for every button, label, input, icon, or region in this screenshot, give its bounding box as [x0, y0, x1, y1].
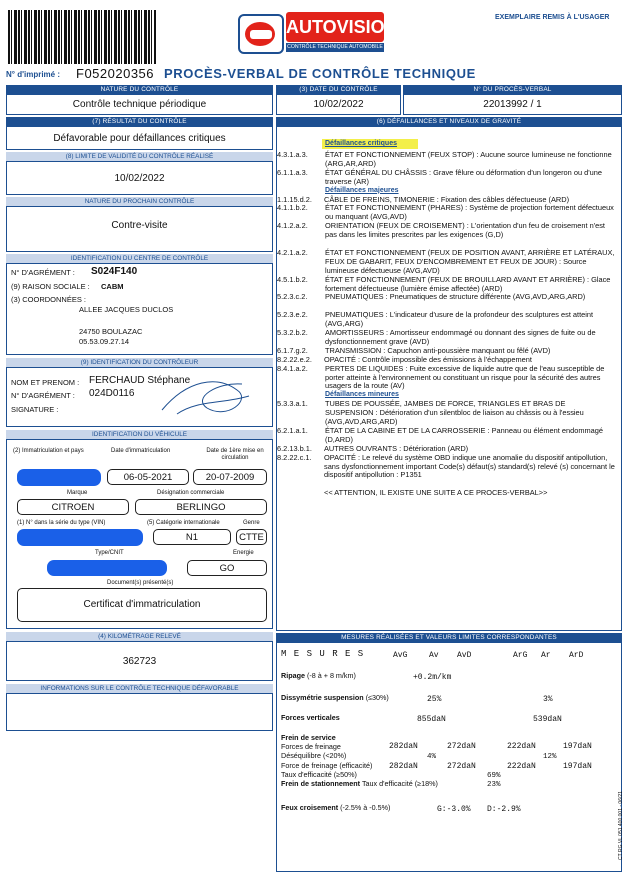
plate-redaction	[17, 469, 101, 486]
desequilibre-label: Déséquilibre (<20%)	[281, 751, 347, 760]
barcode	[8, 10, 156, 64]
next-value: Contre-visite	[111, 220, 168, 231]
dissymetrie-av: 25%	[427, 695, 442, 704]
print-number: F052020356	[76, 66, 155, 81]
km-value: 362723	[122, 656, 157, 667]
forces-verticales-av: 855daN	[417, 715, 446, 724]
type-label: Type/CNIT	[95, 550, 124, 556]
defect-code: 5.3.2.b.2.	[277, 328, 308, 337]
major-header: Défaillances majeures	[325, 186, 399, 194]
col-arg: ArG	[513, 651, 528, 660]
categorie-value: N1	[153, 529, 231, 545]
measures-title: M E S U R E S	[281, 649, 365, 659]
controller-name-label: NOM ET PRENOM :	[11, 378, 80, 387]
defect-text: ÉTAT GÉNÉRAL DU CHÂSSIS : Grave fêlure ou déformation d'un longeron ou d'une traverse (AR)	[325, 167, 602, 186]
frein-service-label: Frein de service	[281, 733, 336, 742]
defect-text: TRANSMISSION : Capuchon anti-poussière manquant ou fêlé (AVD)	[325, 345, 551, 355]
defect-code: 1.1.15.d.2.	[277, 194, 312, 204]
defect-text: CÂBLE DE FREINS, TIMONERIE : Fixation des câbles défectueuse (ARD)	[324, 194, 570, 204]
fe-arg: 222daN	[507, 762, 536, 771]
col-av: Av	[429, 651, 439, 660]
defect-text: PNEUMATIQUES : Pneumatiques de structure différente (AVG,AVD,ARG,ARD)	[325, 292, 586, 302]
copy-label: EXEMPLAIRE REMIS À L'USAGER	[495, 14, 610, 21]
next-band: NATURE DU PROCHAIN CONTRÔLE	[6, 197, 273, 206]
raison-sociale-label: (9) RAISON SOCIALE :	[11, 282, 90, 291]
signature-label: SIGNATURE :	[11, 405, 59, 414]
agrement-value: S024F140	[91, 266, 138, 277]
defect-code: 6.2.1.a.1.	[277, 425, 308, 435]
nature-value: Contrôle technique périodique	[72, 99, 207, 110]
date-mec-label: Date de 1ère mise en circulation	[206, 448, 264, 461]
feux-croisement-d: D:-2.9%	[487, 805, 521, 814]
defect-code: 4.5.1.b.2.	[277, 274, 308, 284]
ripage-value: +0.2m/km	[413, 673, 452, 682]
designation-value: BERLINGO	[135, 499, 267, 515]
col-ar: Ar	[541, 651, 551, 660]
designation-label: Désignation commerciale	[157, 490, 225, 496]
defect-text: ÉTAT ET FONCTIONNEMENT (PHARES) : Système de projection fortement défectueux ou manquant (AVG,AVD)	[325, 203, 614, 222]
signature-scribble	[157, 370, 257, 422]
force-efficacite-label: Force de freinage (efficacité)	[281, 761, 373, 770]
km-box	[6, 641, 273, 681]
defect-code: 6.1.7.g.2.	[277, 345, 308, 355]
defect-text: ÉTAT DE LA CABINE ET DE LA CARROSSERIE : Panneau ou élément endommagé (D,ARD)	[325, 425, 603, 444]
date-immat-value: 06-05-2021	[107, 469, 189, 485]
measures-band: MESURES RÉALISÉES ET VALEURS LIMITES CORRESPONDANTES	[276, 633, 622, 642]
center-band: IDENTIFICATION DU CENTRE DE CONTRÔLE	[6, 254, 273, 263]
critical-header: Défaillances critiques	[325, 140, 397, 147]
pv-band: N° DU PROCÈS-VERBAL	[403, 85, 622, 94]
controller-box	[6, 367, 273, 427]
frein-stationnement-label: Frein de stationnement Taux d'efficacité (≥18%)	[281, 779, 438, 788]
date-mec-value: 20-07-2009	[193, 469, 267, 485]
defect-code: 4.3.1.a.3.	[277, 150, 308, 159]
defect-text: ORIENTATION (FEUX DE CROISEMENT) : L'orientation d'un feu de croisement n'est pas dans les limites prescrites par les exigences (G,D)	[325, 221, 605, 240]
defect-text: PERTES DE LIQUIDES : Fuite excessive de liquide autre que de l'eau susceptible de porter atteinte à l'environnement ou constituant un risque pour la sécurité des autres usagers de la route (AV)	[325, 363, 605, 391]
controller-name: FERCHAUD Stéphane	[89, 375, 191, 386]
defect-code: 4.2.1.a.2.	[277, 247, 308, 257]
categorie-label: (5) Catégorie internationale	[147, 520, 220, 526]
info-band: INFORMATIONS SUR LE CONTRÔLE TECHNIQUE DÉFAVORABLE	[6, 684, 273, 693]
controller-band: (9) IDENTIFICATION DU CONTRÔLEUR	[6, 358, 273, 367]
desequilibre-av: 4%	[427, 753, 437, 761]
date-immat-label: Date d'immatriculation	[111, 448, 171, 454]
defect-code: 5.2.3.e.2.	[277, 310, 308, 320]
documents-box	[17, 588, 267, 622]
fe-ard: 197daN	[563, 762, 592, 771]
fe-avg: 282daN	[389, 762, 418, 771]
validity-value: 10/02/2022	[114, 173, 165, 184]
pv-box	[403, 94, 622, 115]
dissymetrie-ar: 3%	[543, 695, 553, 704]
defect-code: 8.2.22.c.1.	[277, 452, 312, 462]
center-box	[6, 263, 273, 355]
result-box	[6, 126, 273, 150]
validity-box	[6, 161, 273, 195]
info-box	[6, 693, 273, 731]
controller-agrement-label: N° D'AGRÉMENT :	[11, 391, 75, 400]
energie-value: GO	[187, 560, 267, 576]
ff-avd: 272daN	[447, 742, 476, 751]
date-box	[276, 94, 401, 115]
print-number-label: N° d'imprimé :	[6, 70, 60, 79]
genre-value: CTTE	[236, 529, 267, 545]
defect-text: AMORTISSEURS : Amortisseur endommagé ou donnant des signes de fuite ou de dysfonctionnement grave (AVD)	[325, 328, 596, 346]
defect-code: 4.1.2.a.2.	[277, 221, 308, 231]
autovision-logo	[238, 10, 398, 56]
document-title: PROCÈS-VERBAL DE CONTRÔLE TECHNIQUE	[164, 66, 476, 81]
address-line-2: 24750 BOULAZAC	[79, 327, 143, 336]
nature-box	[6, 94, 273, 115]
side-form-code: CT RG VL 051 400 001 - 06/21	[618, 791, 624, 860]
forces-verticales-label: Forces verticales	[281, 713, 340, 722]
forces-freinage-label: Forces de freinage	[281, 742, 341, 751]
defect-text: PNEUMATIQUES : L'indicateur d'usure de la profondeur des sculptures est atteint (AVG,ARG)	[325, 310, 594, 329]
ripage-label: Ripage (-8 à + 8 m/km)	[281, 671, 356, 680]
km-band: (4) KILOMÉTRAGE RELEVÉ	[6, 632, 273, 641]
defect-code: 6.1.1.a.3.	[277, 167, 308, 177]
date-value: 10/02/2022	[313, 99, 364, 110]
col-ard: ArD	[569, 651, 584, 660]
validity-band: (8) LIMITE DE VALIDITÉ DU CONTRÔLE RÉALISÉ	[6, 152, 273, 161]
defect-text: ÉTAT ET FONCTIONNEMENT (FEUX STOP) : Aucune source lumineuse ne fonctionne (ARG,AR,ARD)	[325, 150, 612, 168]
documents-value: Certificat d'immatriculation	[83, 599, 201, 610]
next-box	[6, 206, 273, 252]
vin-redaction	[17, 529, 143, 546]
ff-ard: 197daN	[563, 742, 592, 751]
taux-efficacite-label: Taux d'efficacité (≥50%)	[281, 770, 357, 779]
marque-label: Marque	[67, 490, 88, 496]
controller-agrement: 024D0116	[89, 388, 135, 399]
pv-value: 22013992 / 1	[483, 99, 542, 110]
defect-text: TUBES DE POUSSÉE, JAMBES DE FORCE, TRIANGLES ET BRAS DE SUSPENSION : Détérioration d'un silentbloc de liaison au châssis ou à l'essieu (AVG,AVD,ARG,ARD)	[325, 399, 584, 426]
desequilibre-ar: 12%	[543, 753, 557, 761]
taux-efficacite-value: 69%	[487, 772, 501, 780]
measures-box	[276, 642, 622, 872]
forces-verticales-ar: 539daN	[533, 715, 562, 724]
genre-label: Genre	[243, 520, 260, 526]
car-logo-icon	[238, 14, 284, 54]
defects-band: (6) DÉFAILLANCES ET NIVEAUX DE GRAVITÉ	[276, 117, 622, 126]
defect-code: 8.4.1.a.2.	[277, 363, 308, 373]
brand-subtitle: CONTRÔLE TECHNIQUE AUTOMOBILE	[287, 44, 383, 50]
minor-header: Défaillances mineures	[325, 391, 399, 399]
immat-label: (2) Immatriculation et pays	[13, 448, 84, 454]
defect-text: AUTRES OUVRANTS : Détérioration (ARD)	[324, 443, 469, 453]
address-line-3: 05.53.09.27.14	[79, 337, 130, 346]
defect-code: 6.2.13.b.1.	[277, 443, 312, 453]
defect-text: OPACITÉ : Le relevé du système OBD indique une anomalie du dispositif antipollution, sans dysfonctionnement important Code(s) défaut(s) standard(s) relevé (s) concernant le dispositif antipollution : P1351	[324, 452, 615, 480]
ff-arg: 222daN	[507, 742, 536, 751]
dissymetrie-label: Dissymétrie suspension (≤30%)	[281, 693, 389, 702]
defect-code: 5.3.3.a.1.	[277, 399, 308, 409]
nature-band: NATURE DU CONTRÔLE	[6, 85, 273, 94]
defect-text: ÉTAT ET FONCTIONNEMENT (FEUX DE POSITION AVANT, ARRIÈRE ET LATÉRAUX, FEUX DE GABARIT, FEUX D'ENCOMBREMENT ET FEUX DE JOUR) : Source lumineuse défectueuse (AVG,AVD)	[325, 247, 615, 275]
documents-label: Document(s) présenté(s)	[107, 580, 174, 586]
brand-name: AUTOVISION	[286, 12, 384, 42]
vin-label: (1) N° dans la série du type (VIN)	[17, 520, 106, 526]
result-value: Défavorable pour défaillances critiques	[53, 133, 226, 144]
address-line-1: ALLEE JACQUES DUCLOS	[79, 305, 174, 314]
vehicle-box	[6, 439, 273, 629]
date-band: (3) DATE DU CONTRÔLE	[276, 85, 401, 94]
raison-sociale-value: CABM	[101, 282, 124, 291]
defect-code: 8.2.22.e.2.	[277, 354, 312, 364]
energie-label: Energie	[233, 550, 254, 556]
coordonnees-label: (3) COORDONNÉES :	[11, 295, 87, 304]
fe-avd: 272daN	[447, 762, 476, 771]
defect-text: OPACITÉ : Contrôle impossible des émissions à l'échappement	[324, 354, 532, 364]
frein-stationnement-value: 23%	[487, 781, 501, 789]
ff-avg: 282daN	[389, 742, 418, 751]
feux-croisement-label: Feux croisement (-2.5% à -0.5%)	[281, 803, 391, 812]
defect-text: ÉTAT ET FONCTIONNEMENT (FEUX DE BROUILLARD AVANT ET ARRIÈRE) : Glace fortement défectueuse (lumière émise affectée) (ARD)	[325, 274, 611, 293]
agrement-label: N° D'AGRÉMENT :	[11, 268, 75, 277]
vehicle-band: IDENTIFICATION DU VÉHICULE	[6, 430, 273, 439]
feux-croisement-g: G:-3.0%	[437, 805, 471, 814]
result-band: (7) RÉSULTAT DU CONTRÔLE	[6, 117, 273, 126]
continuation-notice: << ATTENTION, IL EXISTE UNE SUITE A CE PROCES-VERBAL>>	[324, 488, 548, 498]
col-avg: AvG	[393, 651, 408, 660]
marque-value: CITROEN	[17, 499, 129, 515]
defect-code: 4.1.1.b.2.	[277, 203, 308, 213]
col-avd: AvD	[457, 651, 472, 660]
type-redaction	[47, 560, 167, 576]
defect-code: 5.2.3.c.2.	[277, 292, 308, 302]
